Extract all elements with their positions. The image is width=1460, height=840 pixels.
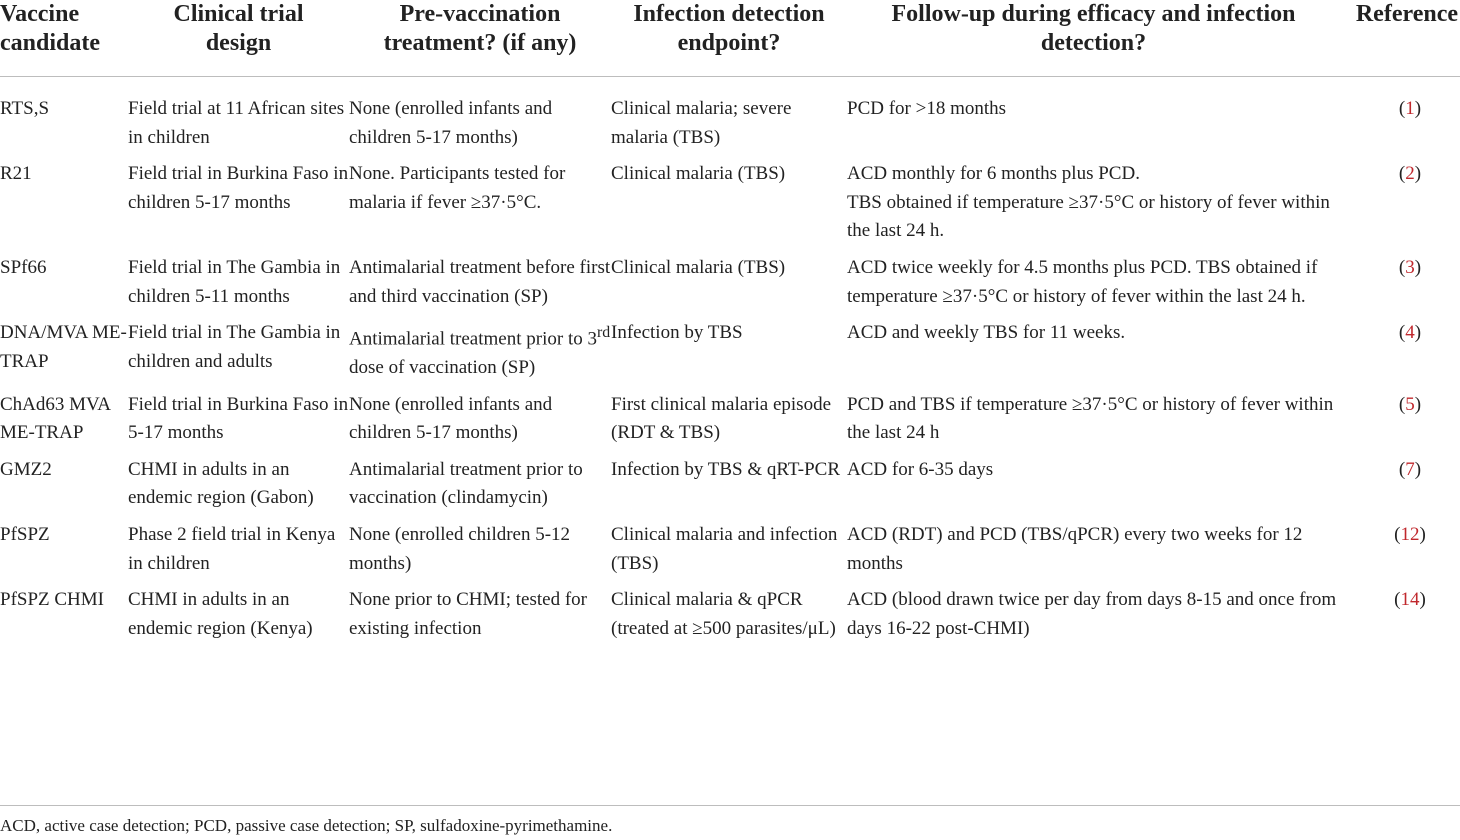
table-row bbox=[0, 77, 1460, 161]
cell-design: Field trial at 11 African sites in children bbox=[128, 98, 345, 148]
cell-treatment: Antimalarial treatment prior to 3rd dose of vaccination (SP) bbox=[349, 324, 611, 379]
cell-vaccine: SPf66 bbox=[0, 256, 47, 278]
cell-vaccine: DNA/MVA ME-TRAP bbox=[0, 322, 127, 372]
reference-link[interactable]: 5 bbox=[1405, 393, 1415, 415]
cell-reference: (4) bbox=[1398, 322, 1422, 344]
cell-design: Field trial in The Gambia in children and adults bbox=[128, 322, 341, 372]
table-row bbox=[0, 160, 1460, 254]
cell-endpoint: Clinical malaria (TBS) bbox=[611, 256, 786, 278]
cell-vaccine: RTS,S bbox=[0, 98, 50, 119]
table-bottom-rule bbox=[0, 805, 1460, 806]
cell-followup: ACD (RDT) and PCD (TBS/qPCR) every two weeks for 12 months bbox=[847, 524, 1303, 574]
header-vaccine-candidate: Vaccine candidate bbox=[0, 0, 128, 77]
header-infection-detection-endpoint: Infection detection endpoint? bbox=[611, 0, 847, 77]
table-row bbox=[0, 391, 1460, 456]
cell-endpoint: Clinical malaria and infection (TBS) bbox=[611, 524, 838, 574]
cell-endpoint: Clinical malaria & qPCR (treated at ≥500 parasites/μL) bbox=[611, 589, 836, 639]
cell-design: CHMI in adults in an endemic region (Gabon) bbox=[128, 458, 314, 509]
header-clinical-trial-design: Clinical trial design bbox=[128, 0, 349, 77]
cell-design: CHMI in adults in an endemic region (Kenya) bbox=[128, 589, 313, 639]
header-pre-vaccination-treatment: Pre-vaccination treatment? (if any) bbox=[349, 0, 611, 77]
cell-reference: (7) bbox=[1398, 458, 1422, 480]
cell-reference: (5) bbox=[1398, 393, 1422, 415]
cell-followup: ACD twice weekly for 4.5 months plus PCD. TBS obtained if temperature ≥37·5°C or history of fever within the last 24 h. bbox=[847, 256, 1318, 307]
reference-link[interactable]: 14 bbox=[1400, 589, 1420, 611]
cell-treatment: None prior to CHMI; tested for existing infection bbox=[349, 589, 587, 639]
table-header-row bbox=[0, 0, 1460, 77]
cell-endpoint: First clinical malaria episode (RDT & TBS) bbox=[611, 393, 832, 444]
table-row bbox=[0, 319, 1460, 391]
cell-reference: (12) bbox=[1394, 524, 1426, 546]
cell-vaccine: ChAd63 MVA ME-TRAP bbox=[0, 393, 110, 444]
cell-reference: (1) bbox=[1398, 98, 1422, 119]
table-row bbox=[0, 254, 1460, 319]
reference-link[interactable]: 12 bbox=[1400, 524, 1420, 546]
reference-link[interactable]: 4 bbox=[1405, 322, 1415, 344]
table-row bbox=[0, 521, 1460, 586]
cell-design: Phase 2 field trial in Kenya in children bbox=[128, 524, 336, 574]
cell-endpoint: Clinical malaria; severe malaria (TBS) bbox=[611, 98, 792, 148]
cell-design: Field trial in Burkina Faso in children 5-17 months bbox=[128, 163, 349, 213]
reference-link[interactable]: 3 bbox=[1405, 256, 1415, 278]
reference-link[interactable]: 2 bbox=[1405, 163, 1415, 185]
cell-reference: (3) bbox=[1398, 256, 1422, 278]
cell-design: Field trial in The Gambia in children 5-11 months bbox=[128, 256, 341, 307]
cell-followup: PCD for >18 months bbox=[847, 98, 1007, 119]
cell-treatment: Antimalarial treatment before first and third vaccination (SP) bbox=[349, 256, 611, 307]
reference-link[interactable]: 7 bbox=[1405, 458, 1415, 480]
cell-treatment: None (enrolled children 5-12 months) bbox=[349, 524, 571, 574]
cell-followup-line-1: ACD monthly for 6 months plus PCD. bbox=[847, 163, 1140, 185]
table-row bbox=[0, 456, 1460, 521]
cell-followup: ACD for 6-35 days bbox=[847, 458, 994, 480]
header-reference: Reference bbox=[1340, 0, 1460, 77]
cell-vaccine: PfSPZ bbox=[0, 524, 50, 546]
cell-followup-line-2: TBS obtained if temperature ≥37·5°C or history of fever within the last 24 h. bbox=[847, 191, 1330, 242]
cell-vaccine: PfSPZ CHMI bbox=[0, 589, 104, 611]
cell-followup: ACD (blood drawn twice per day from days 8-15 and once from days 16-22 post-CHMI) bbox=[847, 589, 1337, 639]
cell-endpoint: Infection by TBS & qRT-PCR bbox=[611, 458, 840, 480]
cell-followup: PCD and TBS if temperature ≥37·5°C or history of fever within the last 24 h bbox=[847, 393, 1334, 444]
cell-vaccine: GMZ2 bbox=[0, 458, 52, 480]
table-row bbox=[0, 586, 1460, 649]
cell-reference: (14) bbox=[1394, 589, 1426, 611]
cell-reference: (2) bbox=[1398, 163, 1422, 185]
table-footnote: ACD, active case detection; PCD, passive case detection; SP, sulfadoxine-pyrimethamine. bbox=[0, 816, 613, 835]
cell-treatment: None. Participants tested for malaria if fever ≥37·5°C. bbox=[349, 163, 566, 213]
cell-design: Field trial in Burkina Faso in 5-17 months bbox=[128, 393, 349, 444]
cell-treatment: None (enrolled infants and children 5-17 months) bbox=[349, 393, 553, 444]
cell-followup bbox=[847, 160, 1340, 254]
cell-vaccine: R21 bbox=[0, 163, 32, 185]
cell-treatment: None (enrolled infants and children 5-17 months) bbox=[349, 98, 553, 148]
cell-endpoint: Infection by TBS bbox=[611, 322, 743, 344]
cell-endpoint: Clinical malaria (TBS) bbox=[611, 163, 786, 185]
cell-treatment: Antimalarial treatment prior to vaccination (clindamycin) bbox=[349, 458, 583, 509]
reference-link[interactable]: 1 bbox=[1405, 98, 1415, 119]
cell-followup: ACD and weekly TBS for 11 weeks. bbox=[847, 322, 1126, 344]
header-follow-up: Follow-up during efficacy and infection detection? bbox=[847, 0, 1340, 77]
